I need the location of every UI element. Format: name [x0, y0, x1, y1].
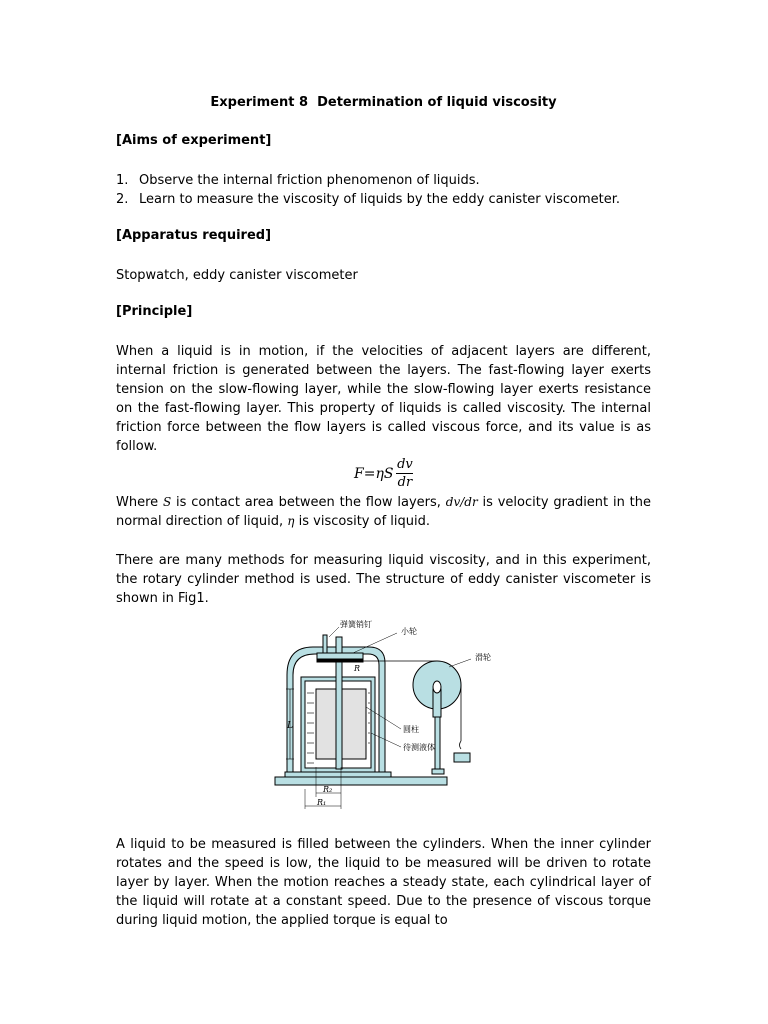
list-item: [116, 171, 620, 190]
label-liquid: 待测液体: [403, 743, 435, 752]
symbol-dvdr: dv/dr: [445, 495, 478, 509]
viscometer-figure: [273, 617, 503, 817]
wheel-groove: [317, 659, 363, 662]
list-text: Observe the internal friction phenomenon of liquids.: [139, 173, 480, 188]
symbol-eta: η: [287, 514, 295, 528]
spring-pin: [323, 635, 327, 653]
hook: [460, 741, 462, 749]
label-small-wheel: 小轮: [401, 627, 417, 636]
symbol-s: S: [162, 495, 172, 509]
apparatus-text: Stopwatch, eddy canister viscometer: [116, 268, 358, 283]
label-r: R: [354, 664, 361, 673]
where-text: Where: [116, 495, 163, 510]
aims-heading: [Aims of experiment]: [116, 133, 272, 148]
label-l: L: [287, 721, 293, 731]
apparatus-heading: [Apparatus required]: [116, 228, 272, 243]
weight: [454, 753, 470, 762]
principle-heading: [Principle]: [116, 304, 193, 319]
formula-denominator: dr: [397, 475, 413, 490]
methods-paragraph: There are many methods for measuring liquid viscosity, and in this experiment, the rotary cylinder method is used. The structure of eddy canister viscometer is shown in Fig1.: [116, 553, 651, 606]
formula-lhs: F=ηS: [354, 465, 394, 482]
where-text: is velocity gradient in the normal direction of liquid,: [116, 495, 651, 529]
bottom-paragraph: A liquid to be measured is filled between the cylinders. When the inner cylinder rotates and the speed is low, the liquid to be measured will be driven to rotate layer by layer. When the motion reaches a steady state, each cylindrical layer of the liquid will rotate at a constant speed. Due to the presence of viscous torque during liquid motion, the applied torque is equal to: [116, 837, 651, 928]
formula-fraction: [396, 457, 413, 490]
fraction-bar: [396, 473, 413, 474]
list-item: [116, 190, 620, 209]
document-title: Experiment 8 Determination of liquid viscosity: [210, 95, 557, 110]
base-plate: [275, 777, 447, 785]
formula-numerator: dv: [397, 457, 413, 472]
label-r1: R₁: [317, 798, 327, 807]
label-r2: R₂: [323, 785, 333, 794]
base-platform: [285, 772, 391, 777]
pulley-axle: [433, 681, 441, 693]
list-number: 2.: [116, 192, 129, 207]
label-spring-pin: 弹簧销钉: [340, 620, 372, 629]
small-wheel: [317, 653, 363, 659]
viscous-force-formula: [354, 457, 413, 490]
label-pulley: 滑轮: [475, 653, 491, 662]
aims-list: [116, 171, 620, 209]
where-paragraph: [116, 493, 651, 531]
post-foot: [432, 769, 444, 774]
where-text: is contact area between the flow layers,: [171, 495, 446, 510]
where-text: is viscosity of liquid.: [294, 514, 431, 529]
label-cylinder: 圆柱: [403, 725, 419, 734]
list-text: Learn to measure the viscosity of liquids by the eddy canister viscometer.: [139, 192, 620, 207]
principle-paragraph: When a liquid is in motion, if the velocities of adjacent layers are different, internal friction is generated between the layers. The fast-flowing layer exerts tension on the slow-flowing layer, while the slow-flowing layer exerts resistance on the fast-flowing layer. This property of liquids is called viscosity. The internal friction force between the flow layers is called viscous force, and its value is as follow.: [116, 344, 651, 454]
list-number: 1.: [116, 173, 129, 188]
